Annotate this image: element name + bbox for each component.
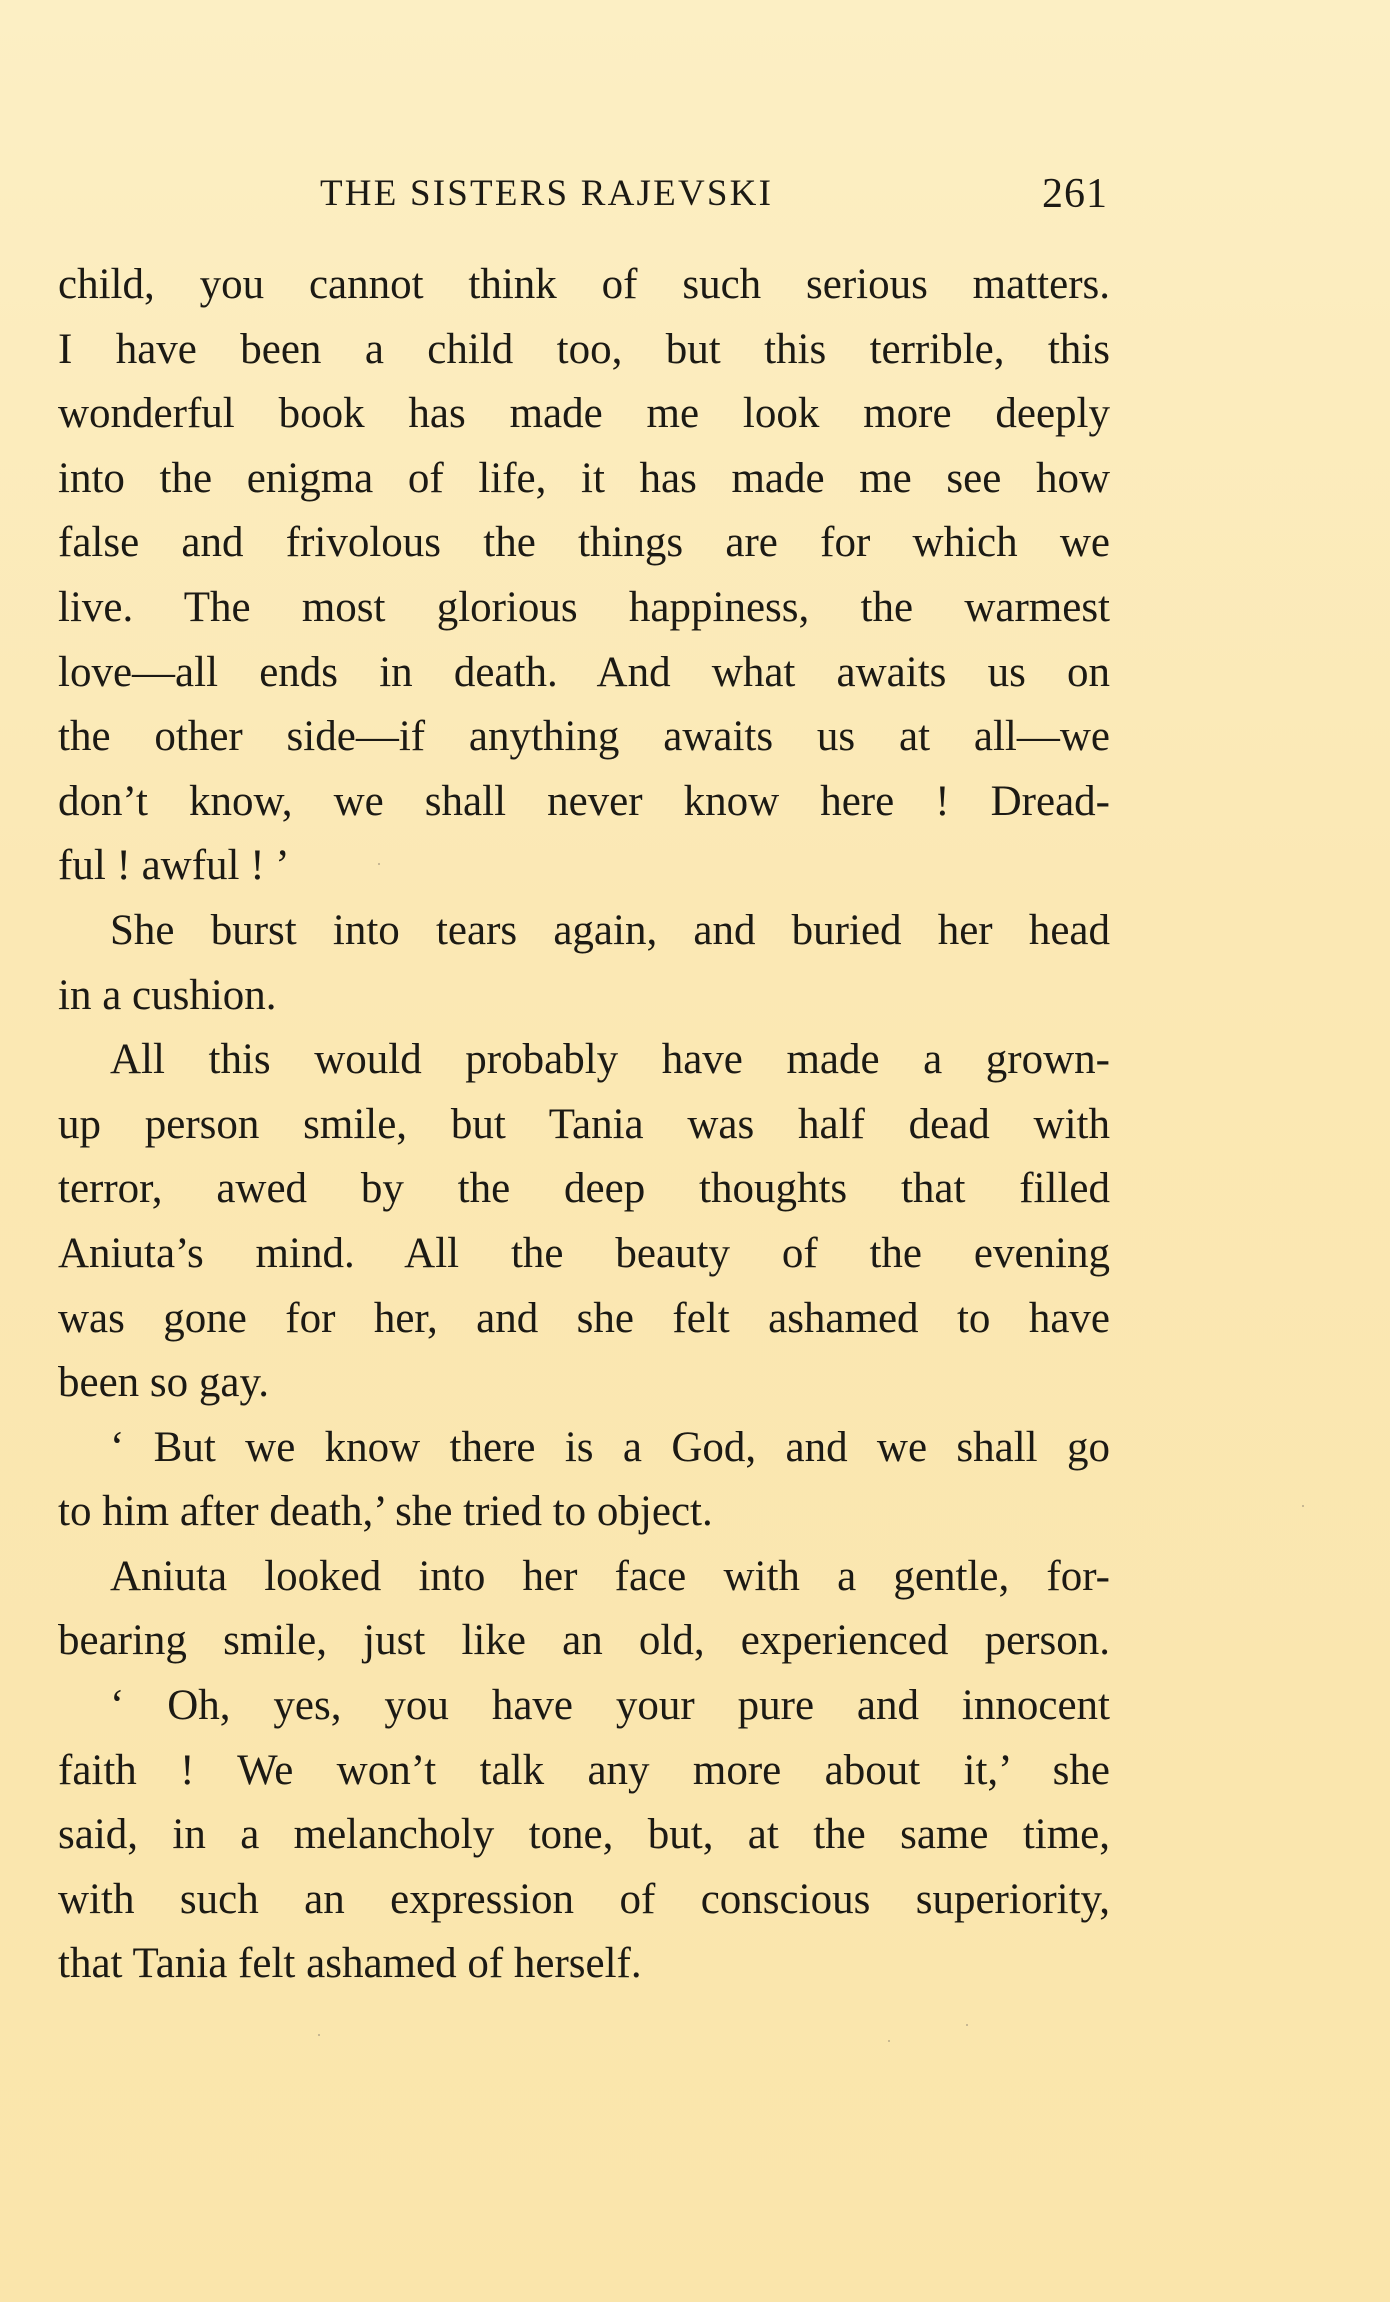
text-line: in a cushion. [58, 971, 277, 1019]
text-line: Aniuta’s mind. All the beauty of the evening [58, 1229, 1110, 1277]
text-line: All this would probably have made a grown- [110, 1036, 1110, 1084]
text-line: into the enigma of life, it has made me see how [58, 454, 1110, 502]
text-line: with such an expression of conscious superiority, [58, 1875, 1110, 1923]
page-number: 261 [1042, 171, 1108, 217]
paper-speck [888, 2040, 890, 2042]
text-line: terror, awed by the deep thoughts that filled [58, 1165, 1110, 1213]
text-line: child, you cannot think of such serious matters. [58, 261, 1110, 308]
text-line: was gone for her, and she felt ashamed to have [58, 1294, 1110, 1342]
running-head [58, 166, 1108, 222]
text-line: false and frivolous the things are for which we [58, 519, 1110, 567]
paper-speck [318, 2034, 320, 2036]
text-line: don’t know, we shall never know here ! Dread- [58, 777, 1110, 825]
text-line: faith ! We won’t talk any more about it,’ she [58, 1746, 1110, 1794]
text-line: love—all ends in death. And what awaits us on [58, 648, 1110, 696]
text-line: that Tania felt ashamed of herself. [58, 1940, 642, 1988]
text-line: I have been a child too, but this terrible, this [58, 325, 1110, 373]
text-line: ful ! awful ! ’ [58, 842, 290, 890]
body-text [58, 253, 1110, 1997]
paper-speck [966, 2024, 968, 2026]
text-line: wonderful book has made me look more deeply [58, 390, 1110, 438]
text-line: said, in a melancholy tone, but, at the same time, [58, 1811, 1110, 1859]
running-title: THE SISTERS RAJEVSKI [320, 173, 774, 214]
text-line: up person smile, but Tania was half dead with [58, 1100, 1110, 1148]
text-line: to him after death,’ she tried to object. [58, 1488, 713, 1536]
text-line: the other side—if anything awaits us at all—we [58, 713, 1110, 761]
text-line: bearing smile, just like an old, experienced person. [58, 1617, 1110, 1665]
text-line: been so gay. [58, 1359, 269, 1407]
text-line: Aniuta looked into her face with a gentle, for- [110, 1552, 1110, 1600]
paper-speck [378, 863, 380, 865]
text-line: live. The most glorious happiness, the warmest [58, 583, 1110, 631]
text-line: ‘ Oh, yes, you have your pure and innocent [110, 1682, 1110, 1730]
paper-speck [1302, 1505, 1304, 1507]
text-line: ‘ But we know there is a God, and we shall go [110, 1423, 1110, 1471]
text-line: She burst into tears again, and buried her head [110, 906, 1110, 954]
